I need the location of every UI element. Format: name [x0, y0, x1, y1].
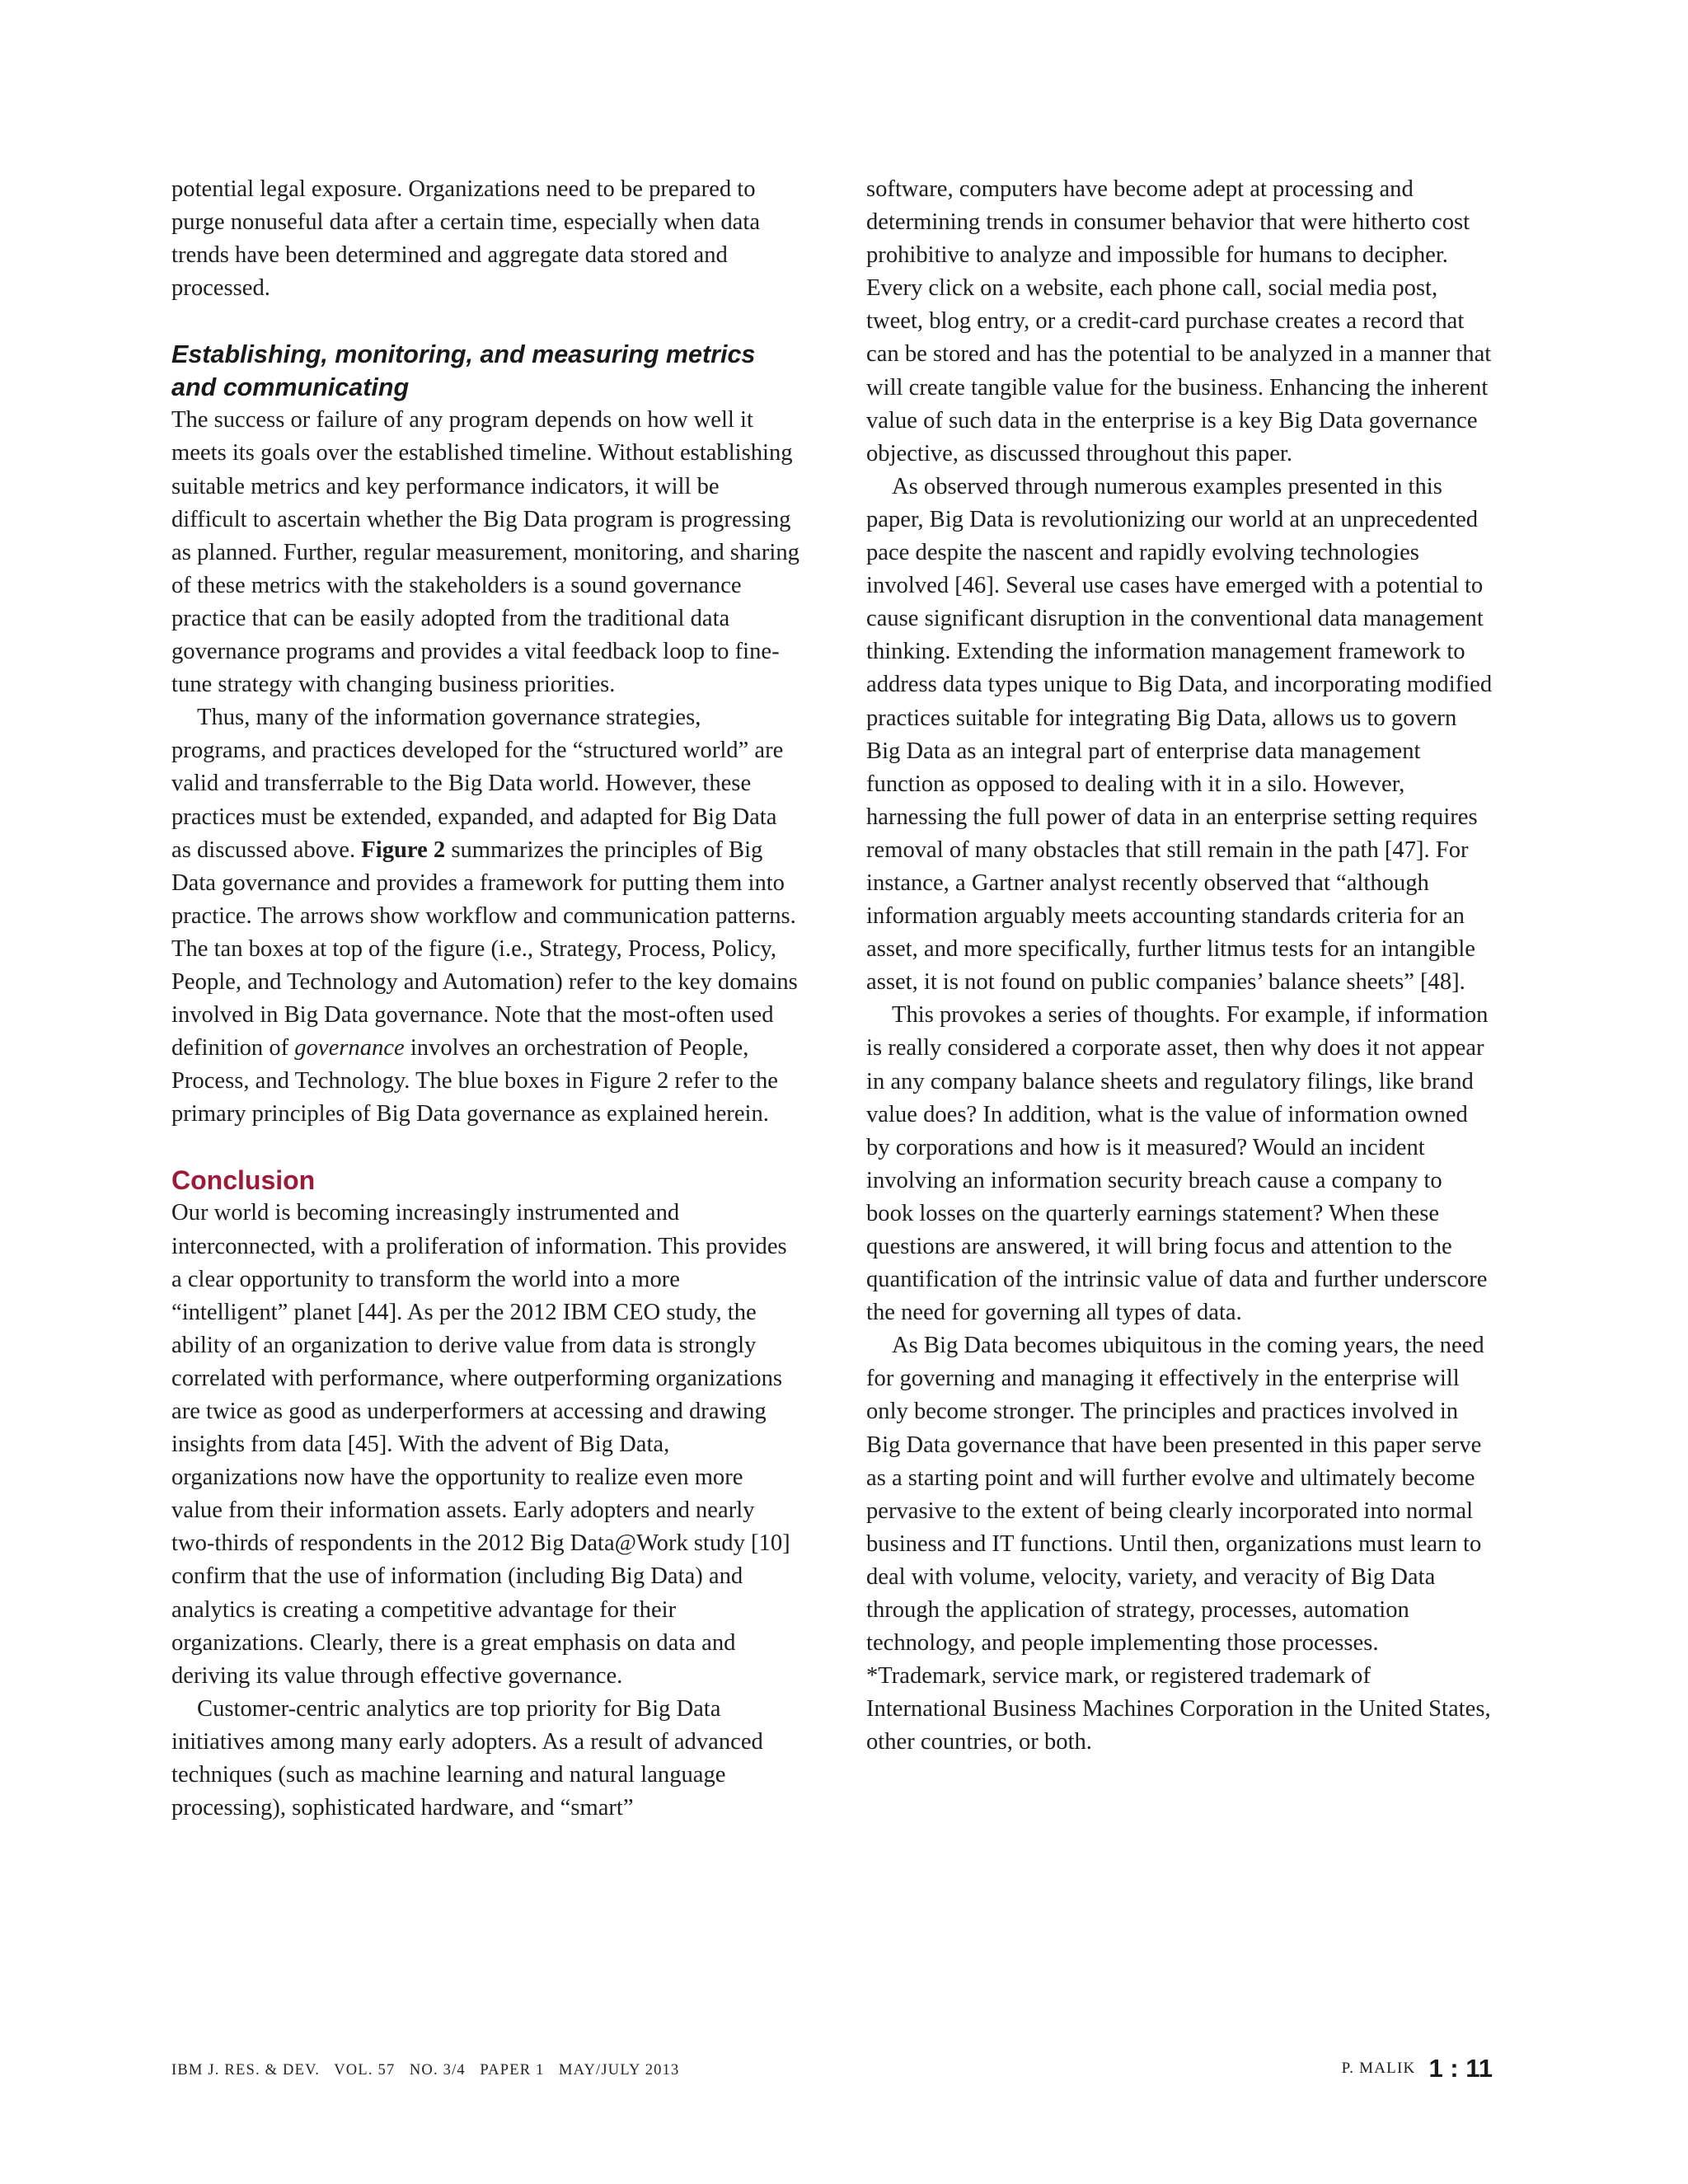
emphasis-governance: governance	[294, 1035, 405, 1062]
paragraph-revolution: As observed through numerous examples presented in this paper, Big Data is revolutionizing our world at an unprecedented pace despite the nascent and rapidly evolving technologies involved [46]. Several use cases have emerged with a potential to cause significant disruption in the conventional data management thinking. Extending the information management framework to address data types unique to Big Data, and incorporating modified practices suitable for integrating Big Data, allows us to govern Big Data as an integral part of enterprise data management function as opposed to dealing with it in a silo. However, harnessing the full power of data in an enterprise setting requires removal of many obstacles that still remain in the path [47]. For instance, a Gartner analyst recently observed that “although information arguably meets accounting standards criteria for an asset, and more specifically, further litmus tests for an intangible asset, it is not found on public companies’ balance sheets” [48].	[866, 473, 1493, 996]
section-heading-conclusion: Conclusion	[171, 1165, 316, 1196]
footer-page-info	[1342, 2054, 1493, 2083]
footer-journal-info: IBM J. RES. & DEV. VOL. 57 NO. 3/4 PAPER 1 MAY/JULY 2013	[171, 2062, 680, 2079]
left-column	[171, 173, 799, 1825]
paragraph-software-trends: software, computers have become adept at processing and determining trends in consumer behavior that were hitherto cost prohibitive to analyze and impossible for humans to decipher. Every click on a website, each phone call, social media post, tweet, blog entry, or a credit-card purchase creates a record that can be stored and has the potential to be analyzed in a manner that will create tangible value for the business. Enhancing the inherent value of such data in the enterprise is a key Big Data governance objective, as discussed throughout this paper.	[866, 176, 1492, 466]
paragraph-governance-strategies	[171, 701, 799, 1131]
figure-reference: Figure 2	[361, 837, 446, 863]
right-column	[866, 173, 1494, 1760]
paragraph-metrics: The success or failure of any program depends on how well it meets its goals over the established timeline. Without establishing suitable metrics and key performance indicators, it will be difficult to ascertain whether the Big Data program is progressing as planned. Further, regular measurement, monitoring, and sharing of these metrics with the stakeholders is a sound governance practice that can be easily adopted from the traditional data governance programs and provides a vital feedback loop to fine-tune strategy with changing business priorities.	[171, 407, 799, 698]
trademark-footnote: *Trademark, service mark, or registered trademark of International Business Machines Corporation in the United States, other countries, or both.	[866, 1663, 1491, 1755]
paragraph-customer-analytics: Customer-centric analytics are top priority for Big Data initiatives among many early adopters. As a result of advanced techniques (such as machine learning and natural language processing), sophisticated hardware, and “smart”	[171, 1695, 763, 1821]
paragraph-conclusion-intro: Our world is becoming increasingly instrumented and interconnected, with a proliferation of information. This provides a clear opportunity to transform the world into a more “intelligent” planet [44]. As per the 2012 IBM CEO study, the ability of an organization to derive value from data is strongly correlated with performance, where outperforming organizations are twice as good as underperformers at accessing and drawing insights from data [45]. With the advent of Big Data, organizations now have the opportunity to realize even more value from their information assets. Early adopters and nearly two-thirds of respondents in the 2012 Big Data@Work study [10] confirm that the use of information (including Big Data) and analytics is creating a competitive advantage for their organizations. Clearly, there is a great emphasis on data and deriving its value through effective governance.	[171, 1200, 790, 1689]
text-span: involves an orchestration of People, Process, and Technology. The blue boxes in Figure 2 refer to the primary principles of Big Data governance as explained herein.	[171, 1035, 778, 1127]
paragraph-legal-exposure: potential legal exposure. Organizations need to be prepared to purge nonuseful data after a certain time, especially when data trends have been determined and aggregate data stored and processed.	[171, 176, 761, 302]
paragraph-thoughts: This provokes a series of thoughts. For example, if information is really considered a corporate asset, then why does it not appear in any company balance sheets and regulatory filings, like brand value does? In addition, what is the value of information owned by corporations and how is it measured? Would an incident involving an information security breach cause a company to book losses on the quarterly earnings statement? When these questions are answered, it will bring focus and attention to the quantification of the intrinsic value of data and further underscore the need for governing all types of data.	[866, 1002, 1489, 1326]
footer-author: P. MALIK	[1341, 2060, 1416, 2077]
text-span: summarizes the principles of Big Data governance and provides a framework for putting them into practice. The arrows show workflow and communication patterns. The tan boxes at top of the figure (i.e., Strategy, Process, Policy, People, and Technology and Automation) refer to the key domains involved in Big Data governance. Note that the most-often used definition of	[171, 837, 798, 1062]
paragraph-ubiquitous: As Big Data becomes ubiquitous in the coming years, the need for governing and managing it effectively in the enterprise will only become stronger. The principles and practices involved in Big Data governance that have been presented in this paper serve as a starting point and will further evolve and ultimately become pervasive to the extent of being clearly incorporated into normal business and IT functions. Until then, organizations must learn to deal with volume, velocity, variety, and veracity of Big Data through the application of strategy, processes, automation technology, and people implementing those processes.	[866, 1333, 1484, 1657]
page-number: 1 : 11	[1428, 2054, 1493, 2083]
subheading-metrics: Establishing, monitoring, and measuring metrics and communicating	[171, 340, 756, 402]
text-span: Thus, many of the information governance strategies, programs, and practices developed for the “structured world” are valid and transferrable to the Big Data world. However, these practices must be extended, expanded, and adapted for Big Data as discussed above.	[171, 705, 784, 863]
